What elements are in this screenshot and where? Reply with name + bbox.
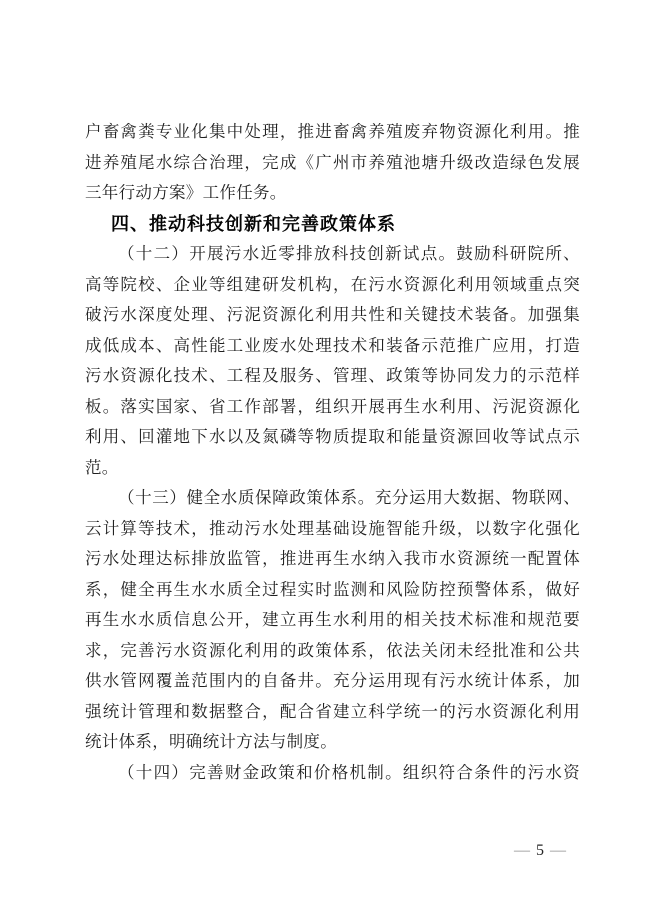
- paragraph-line: 求，完善污水资源化利用的政策体系，依法关闭未经批准和公共: [85, 640, 580, 660]
- section-heading: 四、推动科技创新和完善政策体系: [111, 213, 396, 234]
- page-number-value: 5: [536, 842, 544, 859]
- page-number-dash-right: —: [550, 842, 566, 859]
- paragraph-line: 污水资源化技术、工程及服务、管理、政策等协同发力的示范样: [85, 366, 580, 385]
- page-number-dash-left: —: [514, 842, 530, 859]
- paragraph-line: 利用、回灌地下水以及氮磷等物质提取和能量资源回收等试点示: [85, 427, 580, 446]
- paragraph-line: 范。: [85, 457, 119, 477]
- paragraph-line: （十四）完善财金政策和价格机制。组织符合条件的污水资: [118, 762, 580, 782]
- paragraph-line: （十二）开展污水近零排放科技创新试点。鼓励科研院所、: [118, 244, 580, 263]
- paragraph-line: 成低成本、高性能工业废水处理技术和装备示范推广应用，打造: [85, 335, 580, 355]
- paragraph-line: 板。落实国家、省工作部署，组织开展再生水利用、污泥资源化: [85, 396, 580, 416]
- paragraph-line: 云计算等技术，推动污水处理基础设施智能升级，以数字化强化: [85, 518, 580, 538]
- paragraph-line: 三年行动方案》工作任务。: [85, 183, 287, 202]
- paragraph-line: 供水管网覆盖范围内的自备井。充分运用现有污水统计体系，加: [85, 671, 580, 690]
- paragraph-line: 系，健全再生水水质全过程实时监测和风险防控预警体系，做好: [85, 579, 580, 599]
- paragraph-line: 破污水深度处理、污泥资源化利用共性和关键技术装备。加强集: [85, 305, 580, 324]
- paragraph-line: 统计体系，明确统计方法与制度。: [85, 732, 337, 751]
- paragraph-line: 再生水水质信息公开，建立再生水利用的相关技术标准和规范要: [85, 610, 580, 629]
- paragraph-line: 高等院校、企业等组建研发机构，在污水资源化利用领域重点突: [85, 274, 580, 294]
- paragraph-line: 污水处理达标排放监管，推进再生水纳入我市水资源统一配置体: [85, 549, 580, 568]
- paragraph-line: 强统计管理和数据整合，配合省建立科学统一的污水资源化利用: [85, 701, 580, 721]
- paragraph-line: 户畜禽粪专业化集中处理，推进畜禽养殖废弃物资源化利用。推: [85, 122, 580, 141]
- paragraph-line: （十三）健全水质保障政策体系。充分运用大数据、物联网、: [118, 488, 580, 507]
- page-number: [508, 841, 572, 861]
- document-body: [85, 117, 580, 788]
- paragraph-line: 进养殖尾水综合治理，完成《广州市养殖池塘升级改造绿色发展: [85, 152, 580, 172]
